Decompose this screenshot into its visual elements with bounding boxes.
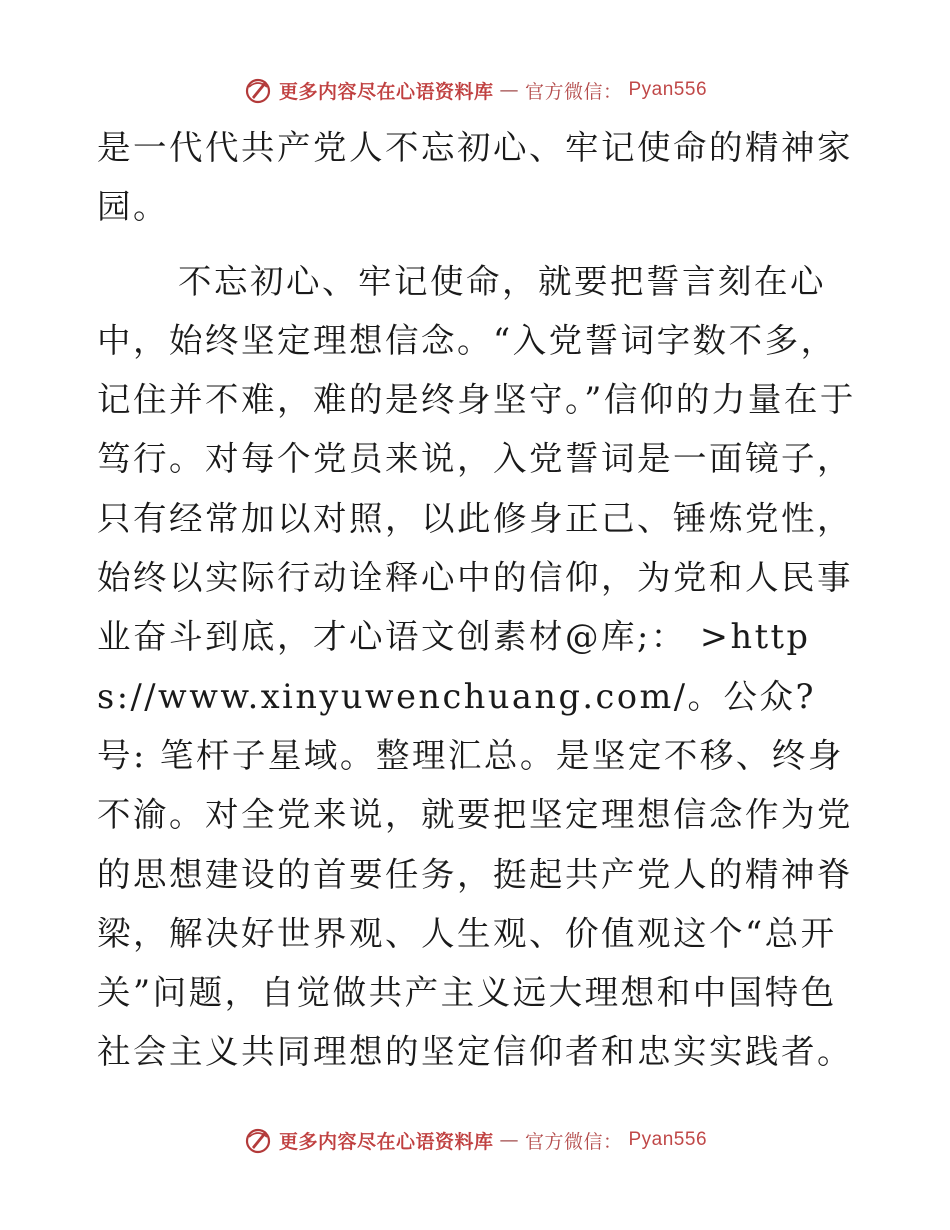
body-paragraph-2: 不忘初心、牢记使命，就要把誓言刻在心中，始终坚定理想信念。“入党誓词字数不多，记住并不难，难的是终身坚守。”信仰的力量在于笃行。对每个党员来说，入党誓词是一面镜子，只有经常加以对照，以此修身正己、锤炼党性，始终以实际行动诠释心中的信仰，为党和人民事业奋斗到底，才心语文创素材@库;： >https://www.xinyuwenchuang.com/。公众?号: 笔杆子星域。整理汇总。是坚定不移、终身不渝。对全党来说，就要把坚定理想信念作为党的思想建设的首要任务，挺起共产党人的精神脊梁，解决好世界观、人生观、价值观这个“总开关”问题，自觉做共产主义远大理想和中国特色社会主义共同理想的坚定信仰者和忠实实践者。 xyxy=(97,261,856,1072)
footer-watermark-banner xyxy=(0,1122,950,1158)
footer-separator: — xyxy=(499,1129,519,1151)
body-paragraph-1: 是一代代共产党人不忘初心、牢记使命的精神家园。 xyxy=(97,128,853,227)
header-separator: — xyxy=(499,79,519,101)
footer-wechat-id: Pyan556 xyxy=(628,1129,708,1150)
header-brand-text: 更多内容尽在心语资料库 xyxy=(278,80,494,103)
header-watermark-banner xyxy=(0,72,950,108)
footer-brand-text: 更多内容尽在心语资料库 xyxy=(278,1130,494,1153)
document-body xyxy=(97,118,857,1082)
header-wechat-id: Pyan556 xyxy=(628,79,708,100)
quill-logo-icon xyxy=(243,1125,273,1155)
quill-logo-icon xyxy=(243,75,273,105)
header-wechat-label: 官方微信： xyxy=(524,80,623,103)
footer-wechat-label: 官方微信： xyxy=(524,1130,623,1153)
